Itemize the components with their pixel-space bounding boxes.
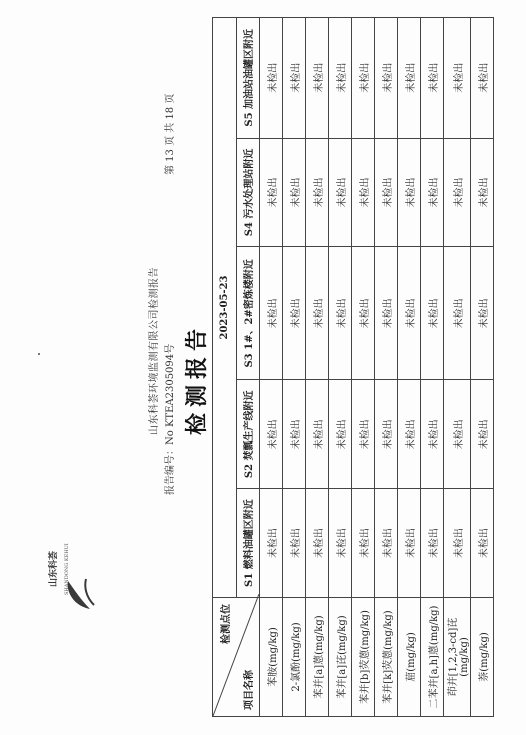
result-cell: 未检出	[329, 247, 352, 380]
logo-text: 山东科荟	[49, 550, 59, 587]
result-cell: 未检出	[471, 247, 494, 380]
result-cell: 未检出	[352, 380, 375, 489]
result-cell: 未检出	[260, 489, 283, 598]
result-cell: 未检出	[398, 18, 421, 139]
result-cell: 未检出	[471, 380, 494, 489]
result-cell: 未检出	[260, 18, 283, 139]
corner-top-label: 检测点位	[221, 604, 232, 644]
result-cell: 未检出	[375, 380, 398, 489]
table-row	[260, 18, 283, 717]
result-cell: 未检出	[471, 138, 494, 247]
company-header: 山东科荟环境监测有限公司检测报告	[149, 267, 160, 435]
result-cell: 未检出	[471, 18, 494, 139]
table-row	[283, 18, 306, 717]
result-cell: 未检出	[352, 489, 375, 598]
date-header: 2023-05-23	[213, 18, 237, 598]
item-name: 2-氯酚(mg/kg)	[283, 598, 306, 717]
result-cell: 未检出	[375, 138, 398, 247]
result-cell: 未检出	[471, 489, 494, 598]
result-cell: 未检出	[283, 380, 306, 489]
report-title: 检测报告	[184, 322, 210, 435]
table-row	[329, 18, 352, 717]
point-header: S2 焚瓢生产线附近	[236, 380, 260, 489]
result-cell: 未检出	[283, 138, 306, 247]
result-cell: 未检出	[283, 18, 306, 139]
table-row	[398, 18, 421, 717]
result-cell: 未检出	[352, 18, 375, 139]
logo-subtext: SHANDONG KEHUI	[64, 543, 70, 595]
result-cell: 未检出	[375, 247, 398, 380]
result-cell: 未检出	[398, 489, 421, 598]
item-name: 苯并[a]芘(mg/kg)	[329, 598, 352, 717]
table-body	[260, 18, 494, 717]
result-cell: 未检出	[329, 489, 352, 598]
result-cell: 未检出	[329, 380, 352, 489]
result-cell: 未检出	[352, 247, 375, 380]
result-cell: 未检出	[444, 247, 471, 380]
result-cell: 未检出	[260, 247, 283, 380]
speck	[38, 353, 40, 355]
table-row	[471, 18, 494, 717]
result-cell: 未检出	[306, 247, 329, 380]
result-cell: 未检出	[260, 380, 283, 489]
result-cell: 未检出	[444, 380, 471, 489]
result-cell: 未检出	[306, 18, 329, 139]
result-cell: 未检出	[421, 247, 444, 380]
result-cell: 未检出	[398, 380, 421, 489]
result-cell: 未检出	[444, 138, 471, 247]
result-cell: 未检出	[283, 489, 306, 598]
item-name: 二苯并[a,h]蒽(mg/kg)	[421, 598, 444, 717]
result-cell: 未检出	[260, 138, 283, 247]
item-name: 苯并[b]荧蒽(mg/kg)	[352, 598, 375, 717]
page-info: 第 13 页 共 18 页	[165, 93, 176, 175]
item-name: 䓛(mg/kg)	[398, 598, 421, 717]
result-cell: 未检出	[398, 247, 421, 380]
item-name: 萘(mg/kg)	[471, 598, 494, 717]
result-cell: 未检出	[306, 489, 329, 598]
result-cell: 未检出	[306, 380, 329, 489]
result-cell: 未检出	[375, 18, 398, 139]
result-cell: 未检出	[444, 18, 471, 139]
point-header: S5 加油站油罐区附近	[236, 18, 260, 139]
results-table	[212, 17, 494, 717]
result-cell: 未检出	[398, 138, 421, 247]
result-cell: 未检出	[283, 247, 306, 380]
point-header: S3 1#、2#密炼楼附近	[236, 247, 260, 380]
table-row	[375, 18, 398, 717]
table-row	[444, 18, 471, 717]
result-cell: 未检出	[352, 138, 375, 247]
item-name: 苯胺(mg/kg)	[260, 598, 283, 717]
corner-bottom-label: 项目名称	[244, 670, 255, 710]
result-cell: 未检出	[421, 489, 444, 598]
result-cell: 未检出	[329, 138, 352, 247]
table-corner	[213, 598, 260, 717]
point-header: S4 污水处理站附近	[236, 138, 260, 247]
result-cell: 未检出	[375, 489, 398, 598]
result-cell: 未检出	[421, 18, 444, 139]
table-row	[306, 18, 329, 717]
point-header: S1 燃料油罐区附近	[236, 489, 260, 598]
result-cell: 未检出	[421, 380, 444, 489]
result-cell: 未检出	[444, 489, 471, 598]
result-cell: 未检出	[329, 18, 352, 139]
item-name: 苯并[k]荧蒽(mg/kg)	[375, 598, 398, 717]
item-name: 苯并[a]蒽(mg/kg)	[306, 598, 329, 717]
table-row	[421, 18, 444, 717]
item-name: 茚并[1,2,3-cd]芘(mg/kg)	[444, 598, 471, 717]
result-cell: 未检出	[306, 138, 329, 247]
report-number: 报告编号：No KTEA2305094号	[165, 343, 176, 495]
result-cell: 未检出	[421, 138, 444, 247]
table-row	[352, 18, 375, 717]
